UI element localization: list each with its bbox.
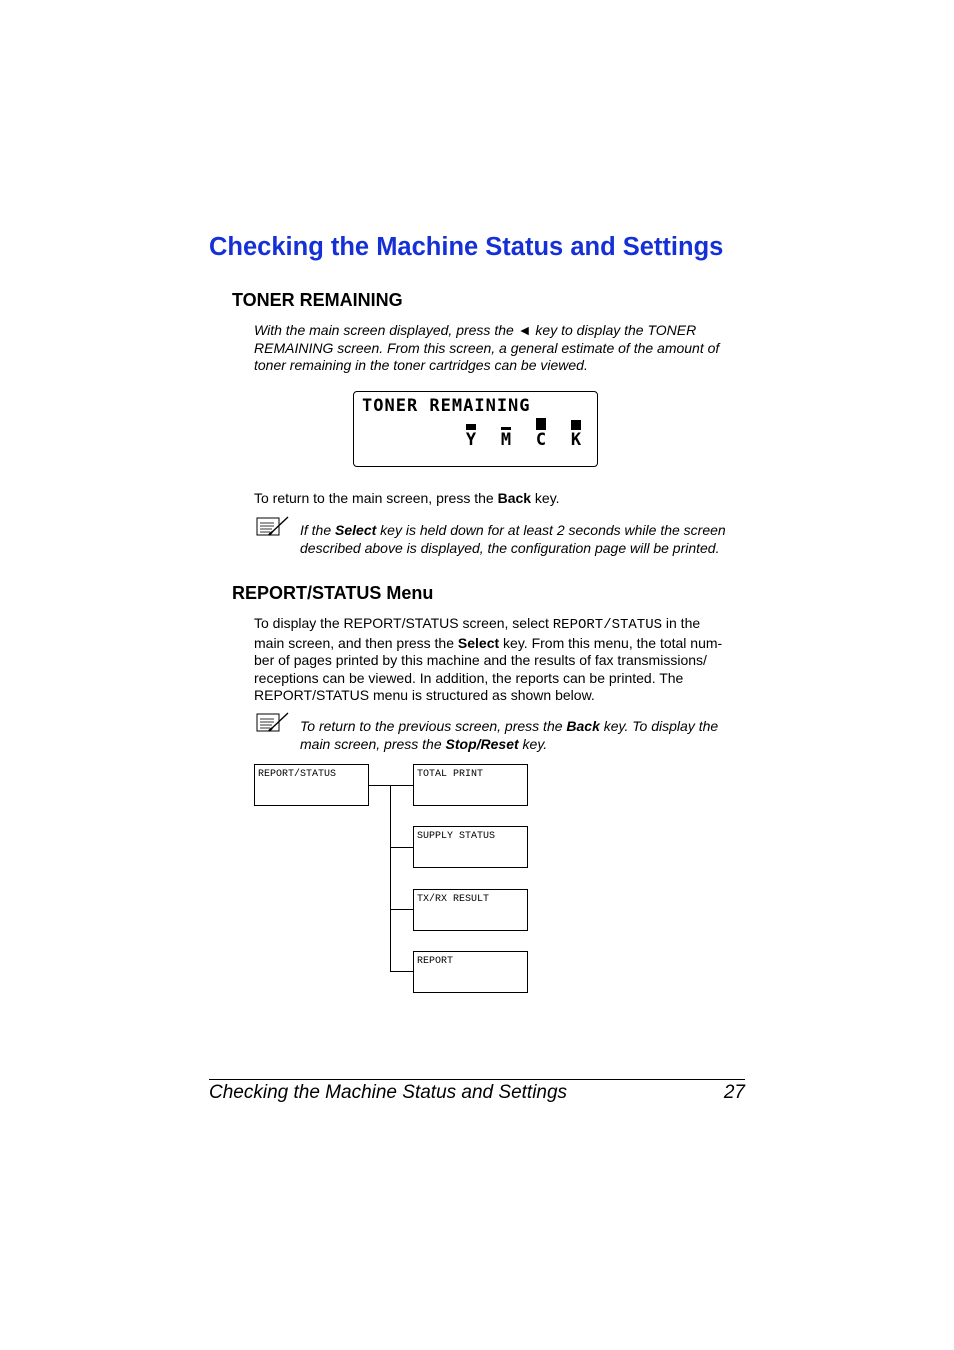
para-text: key. From this menu, the total num- (499, 634, 723, 651)
lcd-toner-screen (353, 391, 598, 467)
toner-color-letter: M (500, 430, 512, 450)
para-line (254, 635, 744, 653)
tree-child-label: SUPPLY STATUS (417, 831, 496, 842)
tree-trunk (390, 785, 391, 972)
back-key-note (300, 718, 745, 753)
stop-reset-key-label: Stop/Reset (445, 735, 519, 752)
tree-connector (390, 847, 413, 848)
note-text: key. To display the (599, 718, 719, 734)
toner-level-bar (571, 420, 581, 430)
tree-connector (390, 909, 413, 910)
para-line: receptions can be viewed. In addition, the reports can be printed. The (254, 669, 684, 686)
return-text: To return to the main screen, press the (254, 490, 498, 506)
tree-child-box (413, 764, 528, 806)
toner-color-letter: Y (465, 430, 477, 450)
toner-color-letter: C (535, 430, 547, 450)
note-line: described above is displayed, the configuration page will be printed. (300, 539, 720, 556)
note-pad-icon (256, 711, 290, 733)
note-text: To return to the previous screen, press the (300, 718, 567, 734)
page-title: Checking the Machine Status and Settings (209, 233, 724, 261)
return-instruction (254, 490, 744, 508)
tree-child-box (413, 889, 528, 931)
report-status-code: REPORT/STATUS (552, 617, 662, 633)
tree-child-box (413, 951, 528, 993)
para-line: ber of pages printed by this machine and the results of fax transmissions/ (254, 652, 707, 669)
toner-color-letter: K (570, 430, 582, 450)
para-text: To display the REPORT/STATUS screen, select (254, 615, 553, 631)
tree-root-label: REPORT/STATUS (258, 769, 337, 780)
footer-title: Checking the Machine Status and Settings (209, 1082, 568, 1103)
return-text-end: key. (531, 490, 560, 506)
note-line (300, 736, 745, 754)
para-text: main screen, and then press the (254, 634, 458, 651)
tree-child-label: REPORT (417, 956, 454, 967)
note-text: key is held down for at least 2 seconds while the screen (376, 522, 726, 538)
toner-intro-paragraph (254, 322, 744, 375)
note-text: main screen, press the (300, 735, 446, 752)
tree-child-box (413, 826, 528, 868)
tree-root-box (254, 764, 369, 806)
tree-child-label: TX/RX RESULT (417, 894, 490, 905)
footer-rule (209, 1079, 745, 1080)
report-status-heading: REPORT/STATUS Menu (232, 583, 434, 603)
para-line: REPORT/STATUS menu is structured as shown below. (254, 687, 595, 704)
note-text: If the (300, 522, 336, 538)
note-pad-icon (256, 515, 290, 537)
toner-level-bar (536, 418, 546, 430)
note-line (300, 522, 745, 540)
lcd-title: TONER REMAINING (362, 396, 531, 416)
back-key-label: Back (497, 490, 532, 506)
note-line (300, 718, 745, 736)
para-line (254, 615, 744, 635)
toner-intro-line: With the main screen displayed, press the ◄ key to display the TONER (254, 322, 697, 338)
report-status-paragraph (254, 615, 744, 705)
note-text: key. (518, 735, 548, 752)
toner-remaining-heading: TONER REMAINING (232, 290, 403, 310)
page-number: 27 (723, 1082, 745, 1103)
tree-child-label: TOTAL PRINT (417, 769, 484, 780)
toner-intro-line: toner remaining in the toner cartridges can be viewed. (254, 357, 588, 374)
toner-intro-line: REMAINING screen. From this screen, a general estimate of the amount of (254, 339, 720, 356)
select-key-note (300, 522, 745, 557)
tree-connector (390, 971, 413, 972)
select-key-label: Select (457, 634, 500, 651)
para-text: in the (662, 615, 701, 631)
back-key-label: Back (566, 718, 600, 734)
select-key-label: Select (335, 522, 377, 538)
